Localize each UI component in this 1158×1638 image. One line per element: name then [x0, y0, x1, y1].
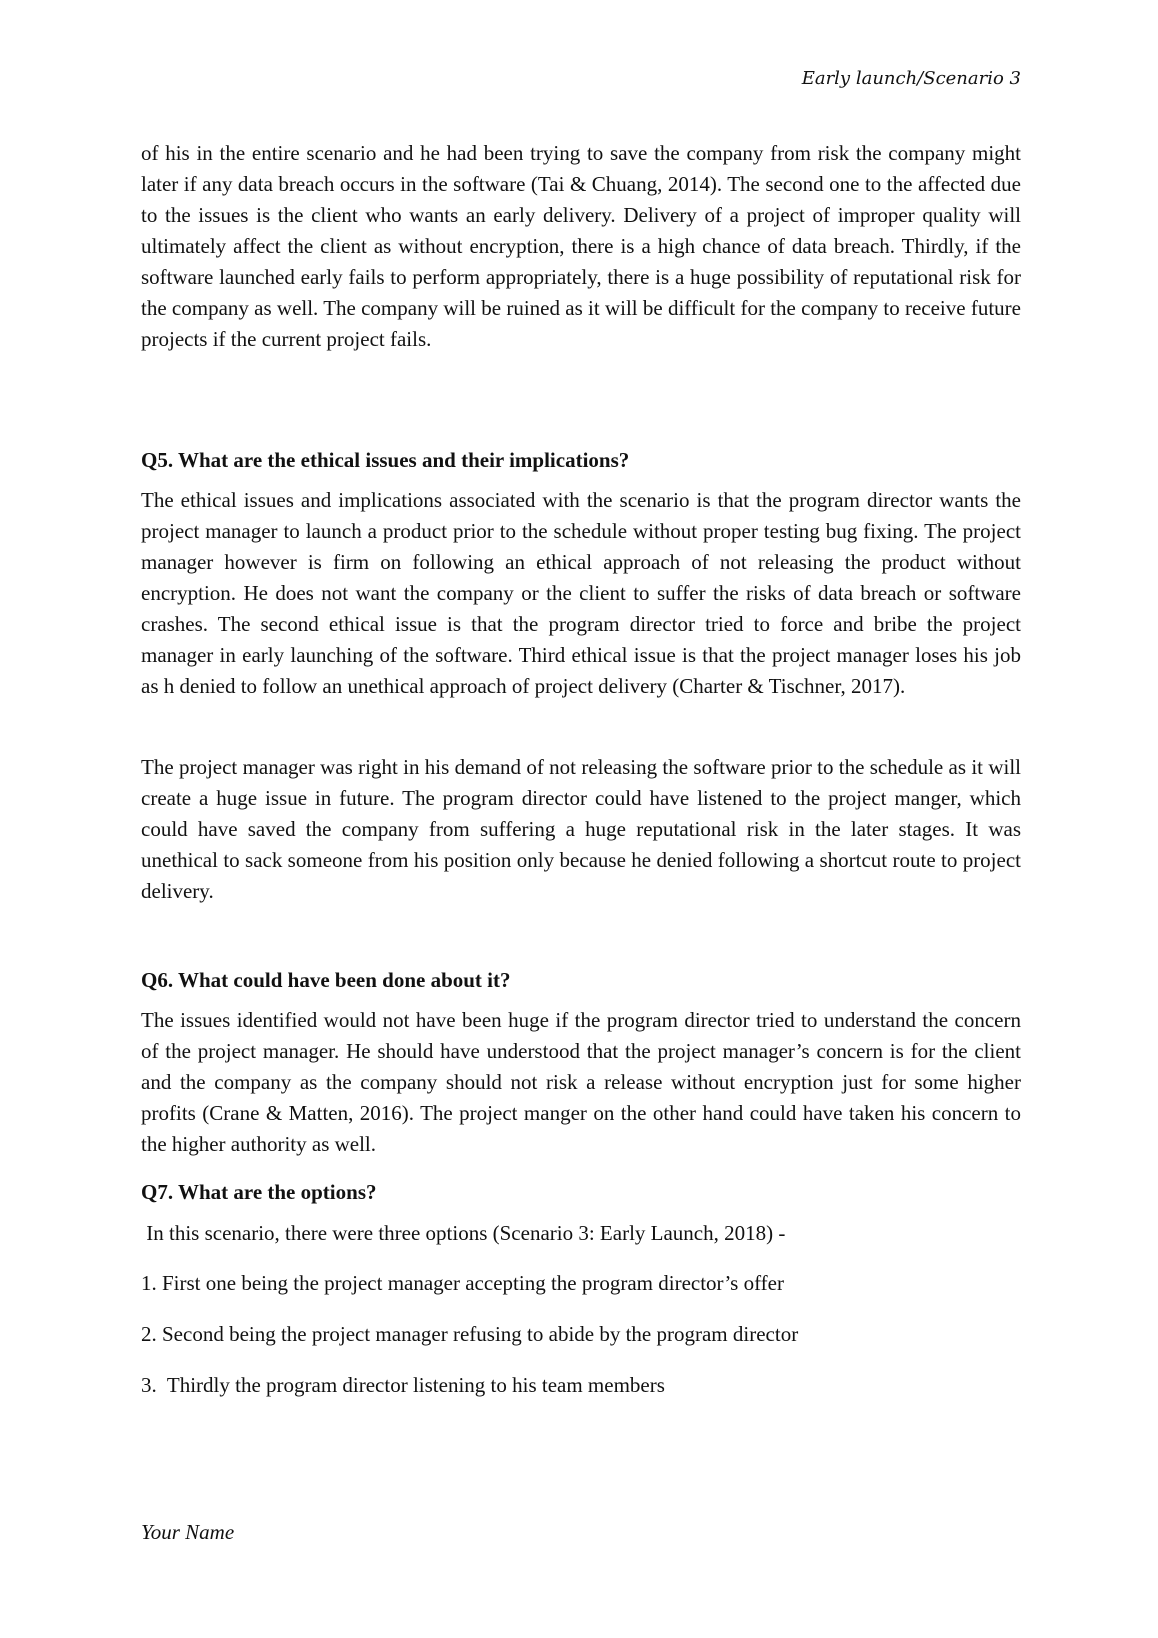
- q7-intro: In this scenario, there were three options (Scenario 3: Early Launch, 2018) -: [141, 1221, 786, 1245]
- q5-paragraph-1: The ethical issues and implications associated with the scenario is that the program director wants the project manager to launch a product prior to the schedule without proper testing bug fixing. The project manager however is firm on following an ethical approach of not releasing the product without encryption. He does not want the company or the client to suffer the risks of data breach or software crashes. The second ethical issue is that the program director tried to force and bribe the project manager in early launching of the software. Third ethical issue is that the project manager loses his job as h denied to follow an unethical approach of project delivery (Charter & Tischner, 2017).: [141, 488, 1021, 698]
- page-header: Early launch/Scenario 3: [801, 68, 1021, 89]
- q6-paragraph: The issues identified would not have been huge if the program director tried to understand the concern of the project manager. He should have understood that the project manager’s concern is for the client and the company as the company should not risk a release without encryption just for some higher profits (Crane & Matten, 2016). The project manger on the other hand could have taken his concern to the higher authority as well.: [141, 1008, 1021, 1156]
- q7-option-1: 1. First one being the project manager accepting the program director’s offer: [141, 1271, 784, 1295]
- intro-paragraph: of his in the entire scenario and he had been trying to save the company from risk the company might later if any data breach occurs in the software (Tai & Chuang, 2014). The second one to the affected due to the issues is the client who wants an early delivery. Delivery of a project of improper quality will ultimately affect the client as without encryption, there is a high chance of data breach. Thirdly, if the software launched early fails to perform appropriately, there is a huge possibility of reputational risk for the company as well. The company will be ruined as it will be difficult for the company to receive future projects if the current project fails.: [141, 141, 1021, 351]
- q6-heading: Q6. What could have been done about it?: [141, 968, 511, 992]
- page-footer: Your Name: [141, 1520, 235, 1544]
- q5-heading: Q5. What are the ethical issues and their implications?: [141, 448, 630, 472]
- q7-option-2: 2. Second being the project manager refusing to abide by the program director: [141, 1322, 799, 1346]
- q7-option-3: 3. Thirdly the program director listening to his team members: [141, 1373, 665, 1397]
- q5-paragraph-2: The project manager was right in his demand of not releasing the software prior to the schedule as it will create a huge issue in future. The program director could have listened to the project manger, which could have saved the company from suffering a huge reputational risk in the later stages. It was unethical to sack someone from his position only because he denied following a shortcut route to project delivery.: [141, 755, 1021, 903]
- q7-heading: Q7. What are the options?: [141, 1180, 377, 1204]
